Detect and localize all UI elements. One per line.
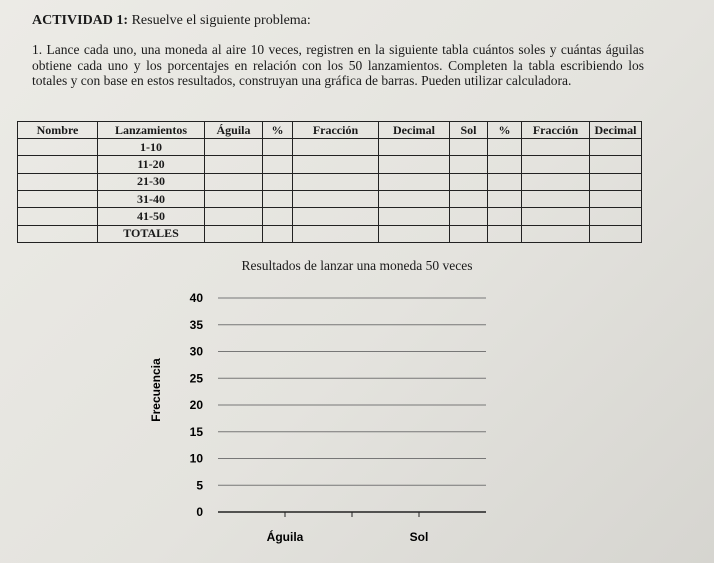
lanzamientos-cell: 21-30	[98, 173, 205, 190]
y-tick-label: 10	[189, 451, 203, 466]
chart-title: Resultados de lanzar una moneda 50 veces	[241, 258, 473, 273]
lanzamientos-cell: 1-10	[98, 139, 205, 156]
lanzamientos-cell: TOTALES	[98, 225, 205, 242]
column-header: Decimal	[590, 122, 642, 139]
y-tick-label: 5	[196, 478, 203, 493]
column-header: %	[488, 122, 522, 139]
column-header: %	[263, 122, 293, 139]
column-header: Decimal	[379, 122, 450, 139]
y-tick-label: 40	[189, 291, 203, 305]
category-label: Sol	[409, 530, 429, 544]
y-tick-label: 15	[189, 424, 203, 439]
category-label: Águila	[266, 530, 304, 544]
y-tick-label: 25	[189, 371, 203, 386]
y-tick-label: 30	[189, 344, 203, 359]
column-header: Nombre	[18, 122, 98, 139]
lanzamientos-cell: 41-50	[98, 208, 205, 225]
y-tick-label: 0	[196, 505, 203, 519]
y-tick-label: 35	[189, 317, 203, 332]
problem-text: 1. Lance cada uno, una moneda al aire 10 veces, registren en la siguiente tabla cuántos soles y cuántas águilas obtiene cada uno y los porcentajes en relación con los 50 lanzamientos. Completen la tabla escribiendo los totales y con base en estos resultados, construyan una gráfica de barras. Pueden utilizar calculadora.	[32, 42, 644, 88]
activity-heading: ACTIVIDAD 1:	[32, 13, 129, 28]
y-axis-label: Frecuencia	[149, 358, 163, 422]
y-tick-label: 20	[189, 398, 203, 412]
lanzamientos-cell: 31-40	[98, 190, 205, 207]
lanzamientos-cell: 11-20	[98, 156, 205, 173]
activity-subheading: Resuelve el siguiente problema:	[131, 13, 311, 28]
column-header: Lanzamientos	[98, 122, 205, 139]
column-header: Sol	[450, 122, 488, 139]
column-header: Fracción	[293, 122, 379, 139]
column-header: Fracción	[522, 122, 590, 139]
column-header: Águila	[205, 122, 263, 139]
